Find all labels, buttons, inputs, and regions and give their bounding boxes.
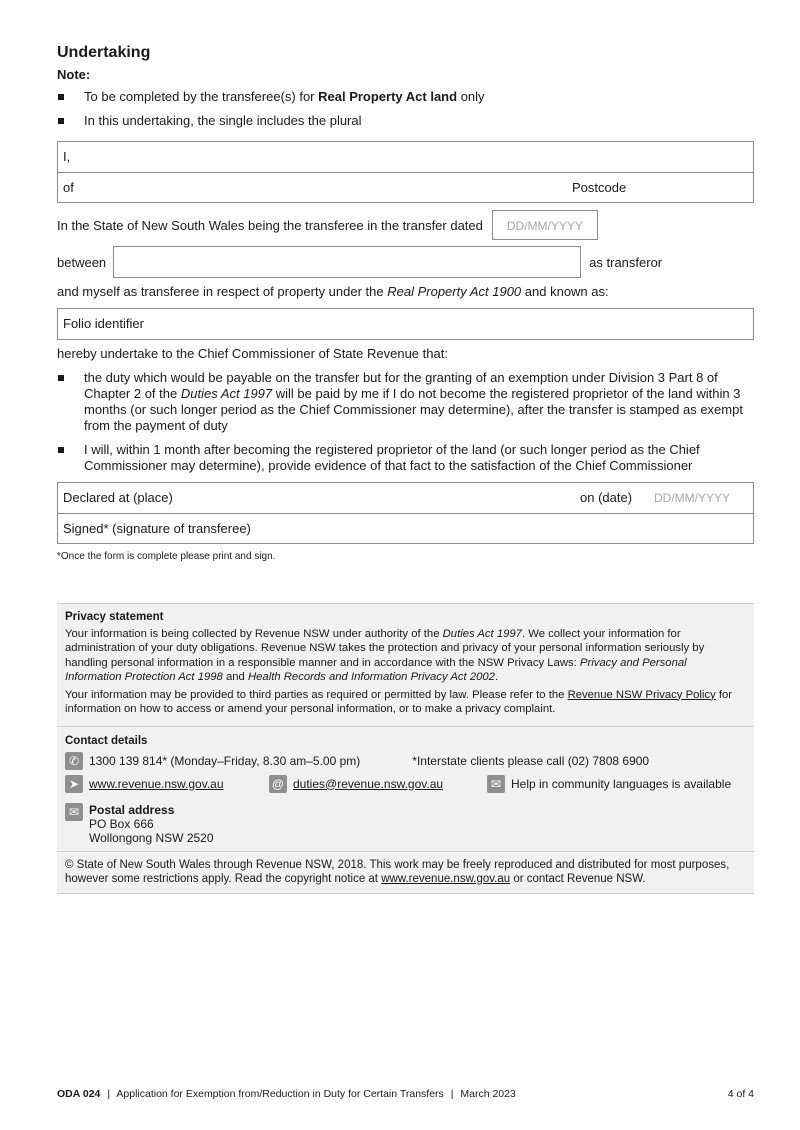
declared-date-field[interactable]: DD/MM/YYYY (654, 491, 731, 505)
interstate-number: *Interstate clients please call (02) 7808 6900 (412, 753, 650, 768)
state-text: In the State of New South Wales being the transferee in the transfer dated (57, 217, 483, 233)
page (57, 44, 754, 894)
property-line (57, 284, 754, 300)
note-label: Note: (57, 67, 91, 82)
declaration-box (57, 482, 754, 544)
contact-heading: Contact details (65, 734, 148, 747)
postcode-label: Postcode (572, 180, 627, 195)
transfer-date-field[interactable]: DD/MM/YYYY (492, 210, 598, 240)
website-link[interactable]: www.revenue.nsw.gov.au (89, 776, 224, 791)
act-name: Real Property Act 1900 (387, 284, 522, 299)
privacy-text: Your information may be provided to third parties as required or permitted by law. Please refer to the (65, 688, 568, 701)
copyright-section (57, 851, 754, 893)
envelope-icon: ✉ (487, 775, 505, 793)
duty-undertaking (57, 370, 754, 434)
between-line (57, 246, 754, 278)
name-label: I, (63, 149, 71, 164)
note-text: only (457, 89, 485, 104)
form-date: March 2023 (460, 1088, 516, 1100)
as-transferor-label: as transferor (589, 254, 663, 270)
footer-separator: | (107, 1088, 111, 1100)
footer-left (57, 1088, 516, 1100)
privacy-act: Privacy and Personal Information Protection Act 1998 (65, 656, 687, 683)
undertaking-title: Undertaking (57, 44, 151, 61)
folio-box (57, 308, 754, 340)
signature-field[interactable] (58, 513, 753, 543)
copyright-text: or contact Revenue NSW. (510, 873, 646, 885)
privacy-act: Duties Act 1997 (442, 627, 522, 640)
on-date-label: on (date) (580, 490, 633, 505)
phone-row (65, 752, 746, 770)
privacy-policy-link[interactable]: Revenue NSW Privacy Policy (567, 688, 716, 701)
mouse-icon: ➤ (65, 775, 83, 793)
duties-act: Duties Act 1997 (180, 386, 273, 401)
community-languages: Help in community languages is available (511, 776, 732, 791)
declared-place-field[interactable] (58, 483, 753, 513)
note-item: In this undertaking, the single includes the plural (57, 113, 754, 129)
name-field[interactable] (58, 142, 753, 172)
address-label: of (63, 180, 74, 195)
contact-section (57, 726, 754, 851)
postal-row (65, 803, 746, 845)
copyright-text: © State of New South Wales through Revenue NSW, 2018. This work may be freely reproduced and distributed for most purposes, however some restrictions apply. Read the copyright notice at (65, 858, 730, 885)
hereby-text: hereby undertake to the Chief Commissioner of State Revenue that: (57, 346, 448, 361)
postal-line: PO Box 666 (89, 816, 154, 831)
property-text: and known as: (521, 284, 609, 299)
folio-label: Folio identifier (63, 316, 144, 331)
privacy-text: . (494, 671, 499, 683)
postal-heading: Postal address (89, 802, 175, 817)
privacy-act: Health Records and Information Privacy Act 2002 (247, 671, 495, 683)
address-field[interactable] (58, 172, 753, 202)
page-number: 4 of 4 (727, 1088, 754, 1100)
privacy-text: and (222, 671, 248, 683)
duty-text: the duty which would be payable on the transfer but for the granting of an exemption under Division 3 Part 8 of Chapter 2 of the (84, 370, 718, 401)
privacy-paragraph-1 (65, 627, 746, 685)
note-list (57, 89, 754, 129)
email-link[interactable]: duties@revenue.nsw.gov.au (293, 776, 444, 791)
privacy-heading: Privacy statement (65, 611, 164, 623)
property-text: and myself as transferee in respect of property under the (57, 284, 388, 299)
between-label: between (57, 254, 107, 270)
form-title: Application for Exemption from/Reduction in Duty for Certain Transfers (116, 1088, 444, 1100)
privacy-text: for information on how to access or amend your personal information, or to make a privacy complaint. (65, 688, 733, 715)
privacy-text: . We collect your information for administration of your duty obligations. Revenue NSW takes the protection and privacy of your personal information seriously by handling personal information in a responsible manner and in accordance with the NSW Privacy Laws: (65, 627, 705, 669)
at-icon: @ (269, 775, 287, 793)
phone-number: 1300 139 814* (Monday–Friday, 8.30 am–5.00 pm) (89, 753, 361, 768)
copyright-link[interactable]: www.revenue.nsw.gov.au (381, 873, 511, 885)
page-footer (57, 1088, 754, 1100)
undertaking-list (57, 370, 754, 474)
note-text: To be completed by the transferee(s) for (84, 89, 319, 104)
folio-field[interactable] (58, 309, 753, 339)
phone-icon: ✆ (65, 752, 83, 770)
evidence-undertaking: I will, within 1 month after becoming the registered proprietor of the land (or such longer period as the Chief Commissioner may determine), provide evidence of that fact to the satisfaction of the Chief Commissioner (57, 442, 754, 474)
note-bold: Real Property Act land (318, 89, 458, 104)
duty-text: will be paid by me if I do not become the registered proprietor of the land within 3 months (or such longer period as the Chief Commissioner may determine), after the transfer is stamped as exempt from the payment of duty (84, 386, 743, 433)
form-code: ODA 024 (57, 1088, 101, 1100)
name-address-box (57, 141, 754, 203)
info-panel (57, 603, 754, 894)
transferor-field[interactable] (113, 246, 581, 278)
postal-address (89, 803, 214, 845)
signed-label: Signed* (signature of transferee) (63, 521, 251, 536)
privacy-section (57, 604, 754, 726)
declared-label: Declared at (place) (63, 490, 173, 505)
transfer-date-line (57, 210, 754, 240)
online-row (65, 775, 746, 793)
privacy-paragraph-2 (65, 688, 746, 717)
footer-separator: | (450, 1088, 454, 1100)
footnote: *Once the form is complete please print and sign. (57, 551, 276, 562)
envelope-icon: ✉ (65, 803, 83, 821)
postal-line: Wollongong NSW 2520 (89, 830, 214, 845)
note-item (57, 89, 754, 105)
privacy-text: Your information is being collected by Revenue NSW under authority of the (65, 627, 443, 640)
